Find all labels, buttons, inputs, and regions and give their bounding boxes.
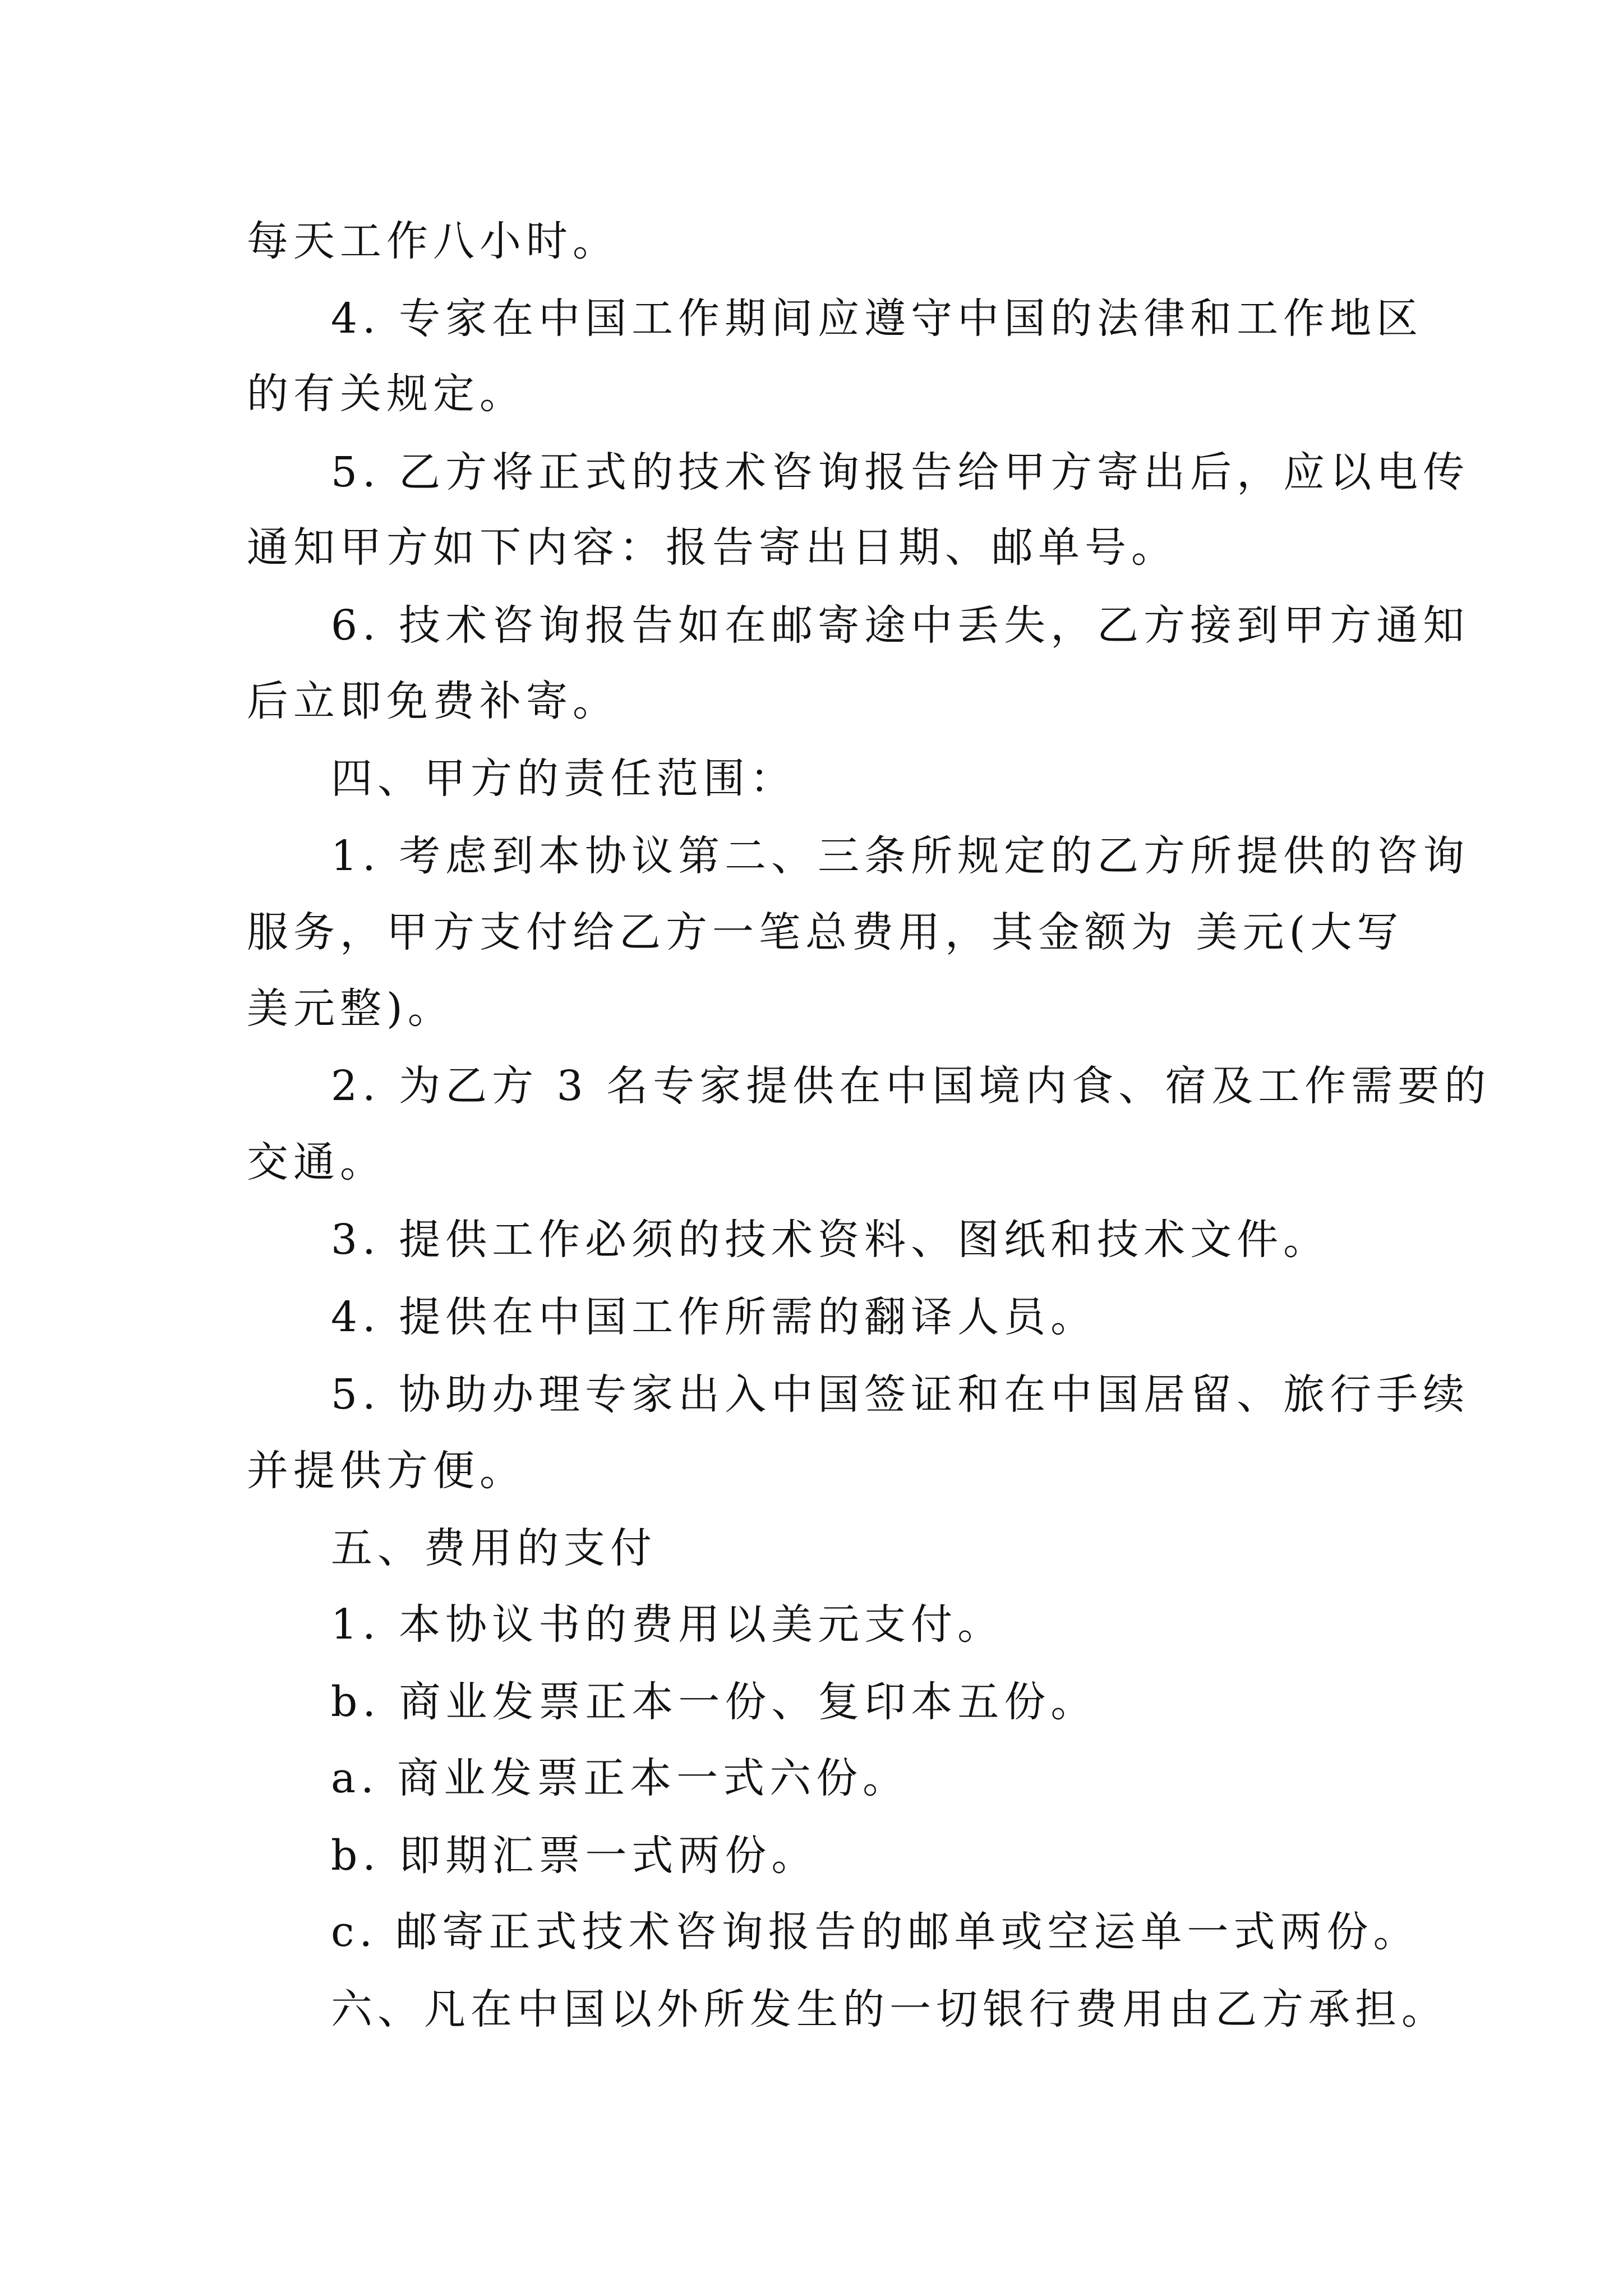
text-line: 4. 提供在中国工作所需的翻译人员。 xyxy=(331,1293,1098,1341)
text-line: 3. 提供工作必须的技术资料、图纸和技术文件。 xyxy=(331,1216,1330,1264)
section-heading: 五、费用的支付 xyxy=(331,1524,657,1572)
text-line: c. 邮寄正式技术咨询报告的邮单或空运单一式两份。 xyxy=(331,1908,1420,1956)
text-line: b. 商业发票正本一份、复印本五份。 xyxy=(331,1678,1098,1726)
text-line: 后立即免费补寄。 xyxy=(247,677,619,725)
section-heading: 四、甲方的责任范围： xyxy=(331,754,796,803)
text-line: 4. 专家在中国工作期间应遵守中国的法律和工作地区 xyxy=(331,295,1423,343)
text-line: 6. 技术咨询报告如在邮寄途中丢失，乙方接到甲方通知 xyxy=(331,601,1470,650)
text-line: 每天工作八小时。 xyxy=(247,217,619,265)
text-line: 1. 本协议书的费用以美元支付。 xyxy=(331,1600,1004,1649)
text-line: 交通。 xyxy=(247,1138,386,1186)
text-line: 1. 考虑到本协议第二、三条所规定的乙方所提供的咨询 xyxy=(331,832,1470,880)
text-line: 2. 为乙方 3 名专家提供在中国境内食、宿及工作需要的 xyxy=(331,1062,1491,1110)
text-line: 5. 乙方将正式的技术咨询报告给甲方寄出后，应以电传 xyxy=(331,448,1470,496)
text-line: 并提供方便。 xyxy=(247,1447,526,1495)
section-heading: 六、凡在中国以外所发生的一切银行费用由乙方承担。 xyxy=(331,1985,1448,2033)
text-line: 通知甲方如下内容：报告寄出日期、邮单号。 xyxy=(247,523,1178,572)
text-line: 美元整)。 xyxy=(247,984,454,1033)
text-line: 服务，甲方支付给乙方一笔总费用，其金额为 美元(大写 xyxy=(247,908,1404,956)
text-line: b. 即期汇票一式两份。 xyxy=(331,1832,818,1880)
text-line: 的有关规定。 xyxy=(247,370,526,418)
text-line: a. 商业发票正本一式六份。 xyxy=(331,1754,910,1802)
text-line: 5. 协助办理专家出入中国签证和在中国居留、旅行手续 xyxy=(331,1370,1470,1419)
